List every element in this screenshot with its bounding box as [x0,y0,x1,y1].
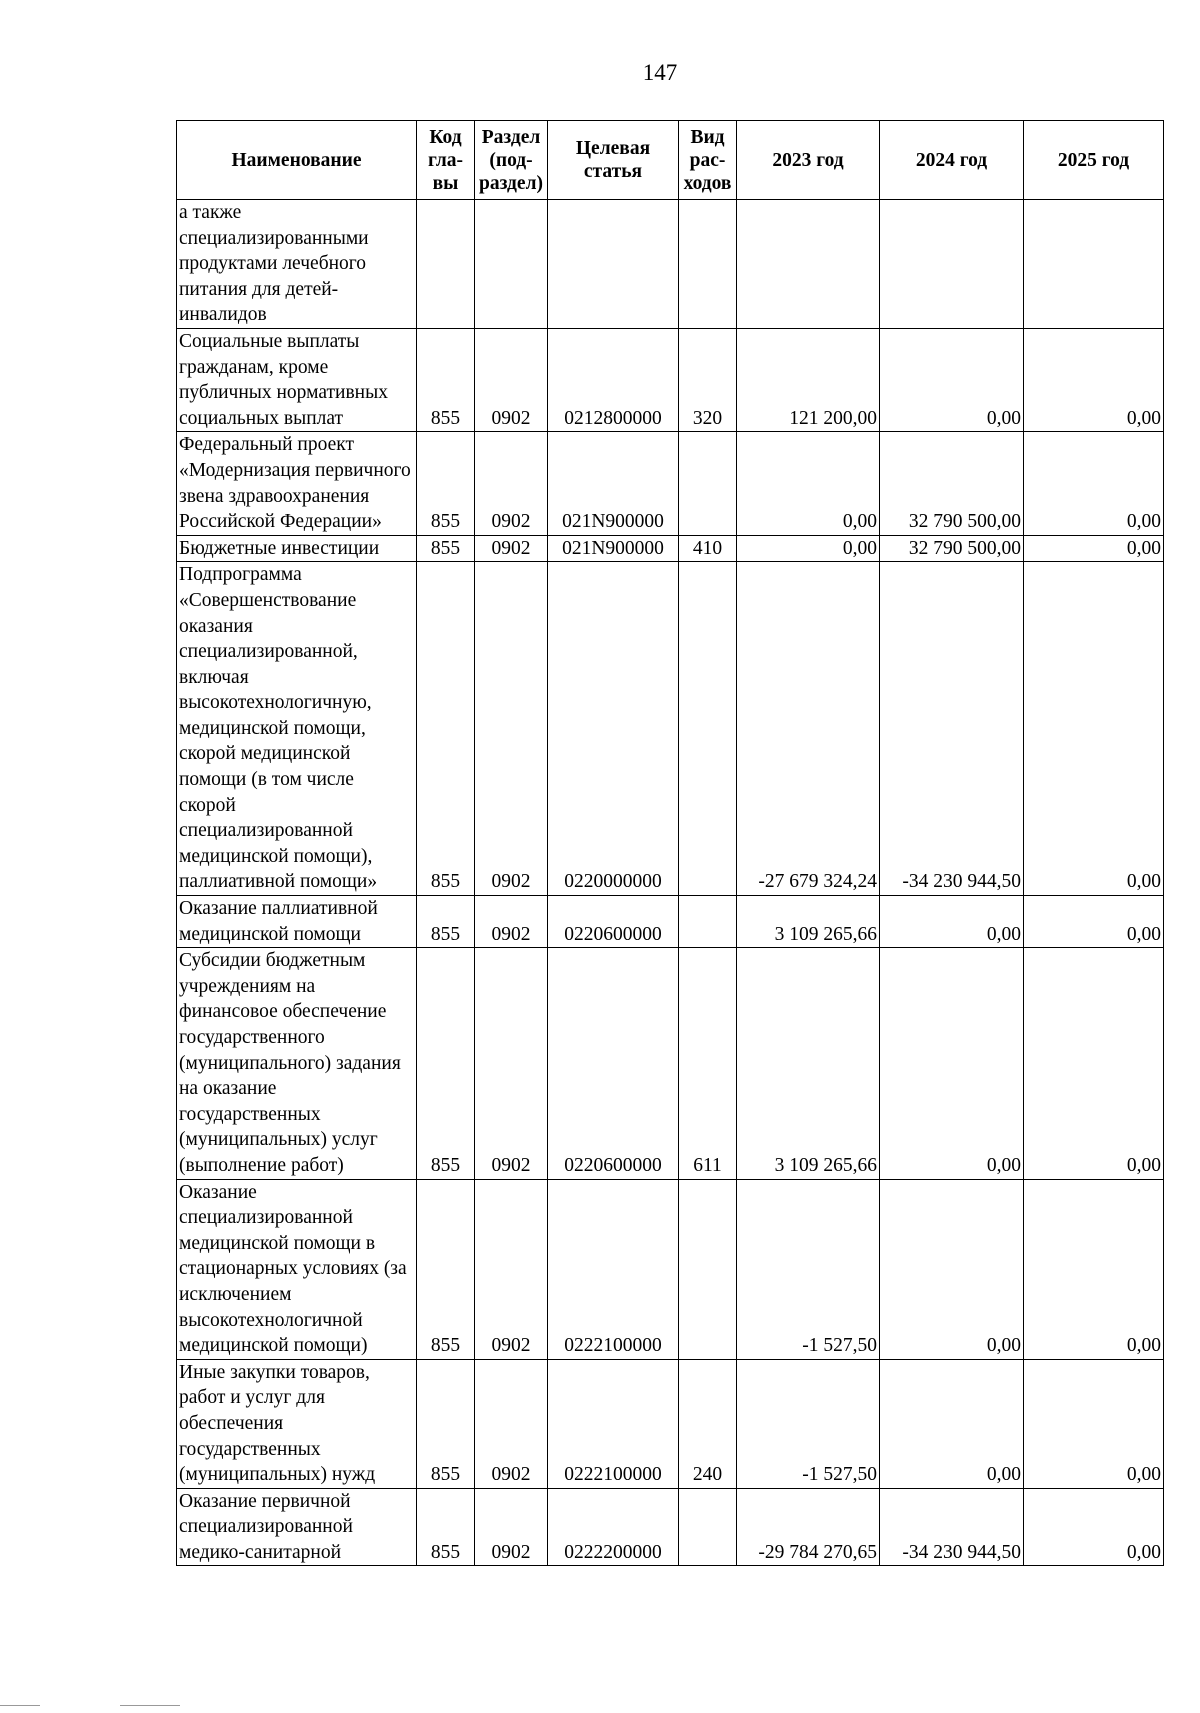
row-target-article-cell [548,200,679,329]
row-section-cell [475,200,548,329]
row-expense-type-cell [679,1179,737,1359]
row-target-article-cell: 0220600000 [548,948,679,1179]
row-chapter-code-cell: 855 [417,948,475,1179]
row-section-cell: 0902 [475,328,548,431]
row-2025-cell: 0,00 [1024,432,1164,535]
row-target-article-cell: 0222100000 [548,1179,679,1359]
row-section-cell: 0902 [475,562,548,896]
header-expense-type: Вид рас- ходов [679,121,737,200]
row-2025-cell: 0,00 [1024,535,1164,562]
row-section-cell: 0902 [475,535,548,562]
table-row [177,1179,1164,1359]
header-2024: 2024 год [880,121,1024,200]
row-name-cell: а также специализированными продуктами лечебного питания для детей-инвалидов [177,200,417,329]
row-chapter-code-cell [417,200,475,329]
row-2025-cell: 0,00 [1024,1179,1164,1359]
row-chapter-code-cell: 855 [417,432,475,535]
row-2023-cell: -1 527,50 [737,1179,880,1359]
row-name-cell: Бюджетные инвестиции [177,535,417,562]
row-expense-type-cell: 611 [679,948,737,1179]
row-2025-cell: 0,00 [1024,1359,1164,1488]
header-section: Раздел (под- раздел) [475,121,548,200]
row-2025-cell [1024,200,1164,329]
row-expense-type-cell: 410 [679,535,737,562]
row-name-cell: Оказание специализированной медицинской помощи в стационарных условиях (за исключением высокотехнологичной медицинской помощи) [177,1179,417,1359]
header-target-article: Целевая статья [548,121,679,200]
row-2024-cell [880,200,1024,329]
row-chapter-code-cell: 855 [417,896,475,948]
budget-table [176,120,1164,1566]
row-chapter-code-cell: 855 [417,562,475,896]
row-2023-cell: -29 784 270,65 [737,1488,880,1566]
row-name-cell: Подпрограмма «Совершенствование оказания специализированной, включая высокотехнологичную, медицинской помощи, скорой медицинской помощи (в том числе скорой специализированной медицинской помощи), паллиативной помощи» [177,562,417,896]
row-2023-cell: 0,00 [737,432,880,535]
row-2024-cell: 0,00 [880,328,1024,431]
row-expense-type-cell [679,562,737,896]
header-name: Наименование [177,121,417,200]
row-2024-cell: 32 790 500,00 [880,535,1024,562]
row-2024-cell: 32 790 500,00 [880,432,1024,535]
table-row [177,328,1164,431]
row-section-cell: 0902 [475,1359,548,1488]
table-row [177,562,1164,896]
row-expense-type-cell [679,896,737,948]
row-expense-type-cell: 240 [679,1359,737,1488]
table-row [177,432,1164,535]
row-2025-cell: 0,00 [1024,562,1164,896]
row-2024-cell: 0,00 [880,1359,1024,1488]
row-2023-cell: 3 109 265,66 [737,948,880,1179]
row-expense-type-cell [679,1488,737,1566]
row-chapter-code-cell: 855 [417,1359,475,1488]
row-chapter-code-cell: 855 [417,1179,475,1359]
row-name-cell: Субсидии бюджетным учреждениям на финансовое обеспечение государственного (муниципального) задания на оказание государственных (муниципальных) услуг (выполнение работ) [177,948,417,1179]
row-2024-cell: -34 230 944,50 [880,562,1024,896]
row-target-article-cell: 0220600000 [548,896,679,948]
table-header-row [177,121,1164,200]
header-chapter-code: Код гла- вы [417,121,475,200]
row-section-cell: 0902 [475,1488,548,1566]
row-expense-type-cell [679,432,737,535]
row-2025-cell: 0,00 [1024,896,1164,948]
row-2023-cell: -27 679 324,24 [737,562,880,896]
scan-artifact-line [120,1705,180,1706]
row-target-article-cell: 0220000000 [548,562,679,896]
row-section-cell: 0902 [475,432,548,535]
row-2024-cell: 0,00 [880,948,1024,1179]
row-name-cell: Федеральный проект «Модернизация первичного звена здравоохранения Российской Федерации» [177,432,417,535]
row-2025-cell: 0,00 [1024,948,1164,1179]
row-chapter-code-cell: 855 [417,535,475,562]
table-row [177,535,1164,562]
row-2023-cell: 3 109 265,66 [737,896,880,948]
table-row [177,1359,1164,1488]
row-2025-cell: 0,00 [1024,1488,1164,1566]
row-2025-cell: 0,00 [1024,328,1164,431]
row-name-cell: Оказание паллиативной медицинской помощи [177,896,417,948]
row-expense-type-cell [679,200,737,329]
row-name-cell: Социальные выплаты гражданам, кроме публичных нормативных социальных выплат [177,328,417,431]
row-2024-cell: 0,00 [880,1179,1024,1359]
row-section-cell: 0902 [475,896,548,948]
header-2023: 2023 год [737,121,880,200]
table-row [177,896,1164,948]
table-row [177,1488,1164,1566]
row-chapter-code-cell: 855 [417,328,475,431]
row-name-cell: Иные закупки товаров, работ и услуг для обеспечения государственных (муниципальных) нужд [177,1359,417,1488]
row-name-cell: Оказание первичной специализированной медико-санитарной [177,1488,417,1566]
row-2023-cell [737,200,880,329]
row-target-article-cell: 0222100000 [548,1359,679,1488]
row-target-article-cell: 0212800000 [548,328,679,431]
row-target-article-cell: 0222200000 [548,1488,679,1566]
header-2025: 2025 год [1024,121,1164,200]
page-number: 147 [642,60,678,85]
scan-artifact-line [0,1705,40,1706]
row-chapter-code-cell: 855 [417,1488,475,1566]
row-2023-cell: 121 200,00 [737,328,880,431]
row-section-cell: 0902 [475,1179,548,1359]
row-2023-cell: 0,00 [737,535,880,562]
row-2024-cell: 0,00 [880,896,1024,948]
row-expense-type-cell: 320 [679,328,737,431]
table-row [177,200,1164,329]
table-row [177,948,1164,1179]
row-target-article-cell: 021N900000 [548,535,679,562]
row-target-article-cell: 021N900000 [548,432,679,535]
row-section-cell: 0902 [475,948,548,1179]
row-2023-cell: -1 527,50 [737,1359,880,1488]
row-2024-cell: -34 230 944,50 [880,1488,1024,1566]
